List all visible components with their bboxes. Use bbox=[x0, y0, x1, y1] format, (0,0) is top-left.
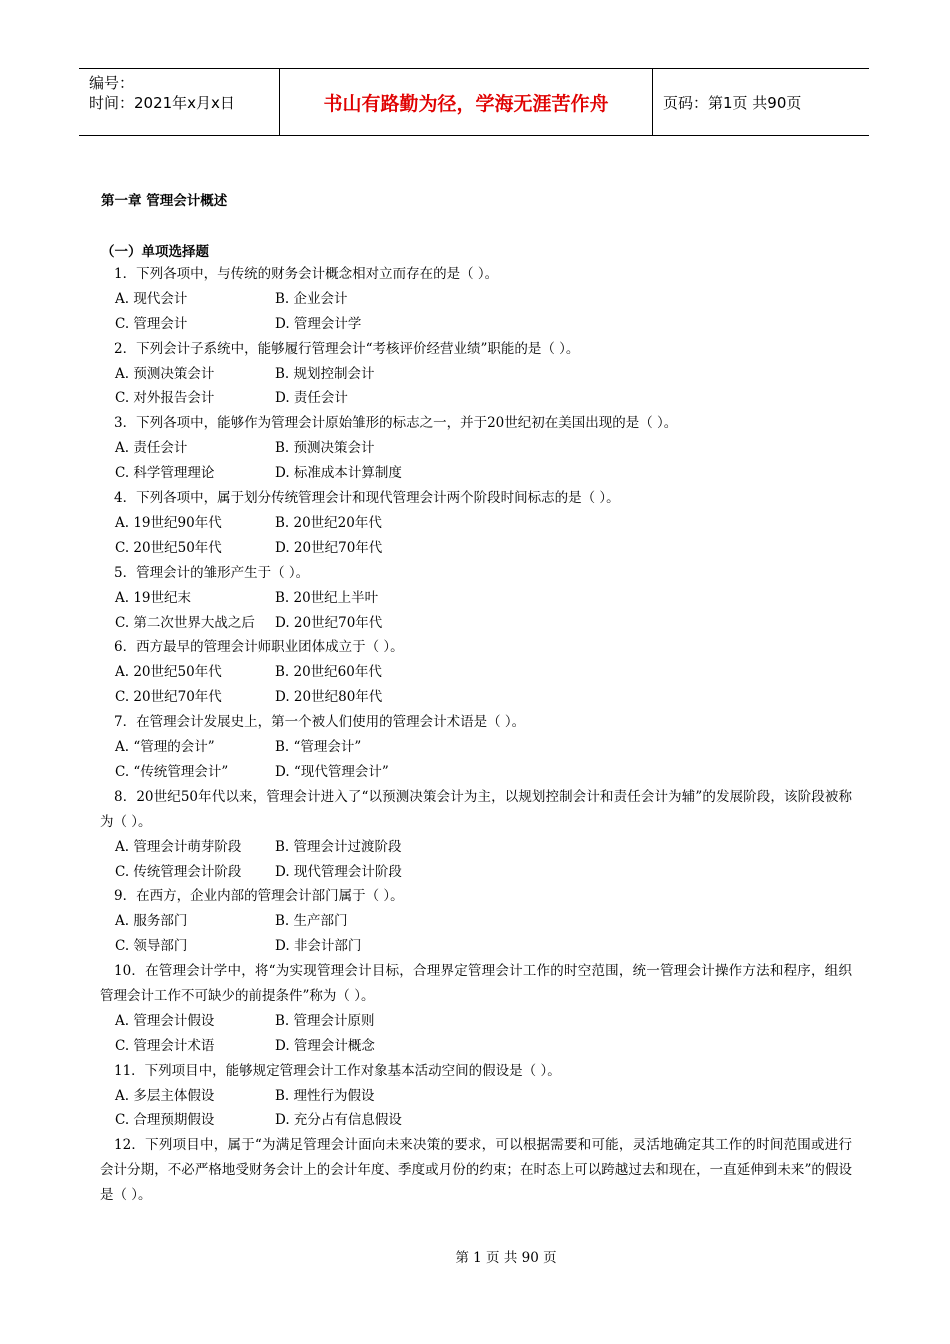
option-row bbox=[100, 586, 852, 611]
option-row bbox=[100, 312, 852, 337]
option-c: C. 对外报告会计 bbox=[115, 390, 215, 407]
question-item bbox=[100, 486, 852, 561]
option-d: D. 管理会计学 bbox=[275, 315, 362, 332]
question-item bbox=[100, 411, 852, 486]
option-row bbox=[100, 1108, 852, 1133]
option-row bbox=[100, 685, 852, 710]
question-item bbox=[100, 635, 852, 710]
question-item bbox=[100, 1133, 852, 1208]
option-c: C. “传统管理会计” bbox=[115, 763, 229, 780]
option-c: C. 科学管理理论 bbox=[115, 465, 215, 482]
question-item bbox=[100, 710, 852, 785]
option-b: B. 20世纪上半叶 bbox=[275, 589, 379, 606]
header-page-code: 页码：第1页 共90页 bbox=[663, 93, 802, 112]
option-c: C. 管理会计 bbox=[115, 315, 188, 332]
option-b: B. 20世纪20年代 bbox=[275, 514, 382, 531]
option-c: C. 传统管理会计阶段 bbox=[115, 863, 242, 880]
option-a: A. 现代会计 bbox=[115, 290, 188, 307]
option-b: B. 企业会计 bbox=[275, 290, 348, 307]
option-row bbox=[100, 511, 852, 536]
question-text: 4．下列各项中，属于划分传统管理会计和现代管理会计两个阶段时间标志的是（ ）。 bbox=[114, 490, 620, 507]
question-text: 2．下列会计子系统中，能够履行管理会计“考核评价经营业绩”职能的是（ ）。 bbox=[114, 340, 580, 357]
option-a: A. 管理会计萌芽阶段 bbox=[115, 838, 242, 855]
option-row bbox=[100, 611, 852, 636]
option-row bbox=[100, 735, 852, 760]
option-row bbox=[100, 461, 852, 486]
question-text: 9．在西方，企业内部的管理会计部门属于（ ）。 bbox=[114, 888, 404, 905]
option-row bbox=[100, 760, 852, 785]
option-a: A. 管理会计假设 bbox=[115, 1012, 215, 1029]
option-b: B. “管理会计” bbox=[275, 739, 362, 756]
question-text: 6．西方最早的管理会计师职业团体成立于（ ）。 bbox=[114, 639, 404, 656]
option-d: D. 责任会计 bbox=[275, 390, 348, 407]
header-motto: 书山有路勤为径，学海无涯苦作舟 bbox=[280, 69, 653, 135]
question-text: 8．20世纪50年代以来，管理会计进入了“以预测决策会计为主，以规划控制会计和责任会计为辅”的发展阶段，该阶段被称为（ ）。 bbox=[100, 788, 852, 830]
option-b: B. 规划控制会计 bbox=[275, 365, 375, 382]
question-text: 3．下列各项中，能够作为管理会计原始雏形的标志之一，并于20世纪初在美国出现的是（ ）。 bbox=[114, 415, 678, 432]
option-c: C. 20世纪70年代 bbox=[115, 689, 222, 706]
option-d: D. “现代管理会计” bbox=[275, 763, 389, 780]
option-d: D. 标准成本计算制度 bbox=[275, 465, 402, 482]
question-item bbox=[100, 1059, 852, 1134]
option-d: D. 现代管理会计阶段 bbox=[275, 863, 402, 880]
option-b: B. 管理会计原则 bbox=[275, 1012, 375, 1029]
option-a: A. 20世纪50年代 bbox=[115, 664, 222, 681]
option-row bbox=[100, 860, 852, 885]
option-b: B. 理性行为假设 bbox=[275, 1087, 375, 1104]
option-a: A. 19世纪90年代 bbox=[115, 514, 222, 531]
question-item bbox=[100, 262, 852, 337]
question-item bbox=[100, 785, 852, 885]
option-a: A. 19世纪末 bbox=[115, 589, 192, 606]
option-row bbox=[100, 934, 852, 959]
question-item bbox=[100, 561, 852, 636]
option-row bbox=[100, 536, 852, 561]
page-footer: 第 1 页 共 90 页 bbox=[455, 1250, 557, 1266]
option-d: D. 充分占有信息假设 bbox=[275, 1112, 402, 1129]
option-row bbox=[100, 287, 852, 312]
option-row bbox=[100, 362, 852, 387]
option-d: D. 20世纪70年代 bbox=[275, 614, 383, 631]
option-a: A. 预测决策会计 bbox=[115, 365, 215, 382]
option-row bbox=[100, 1009, 852, 1034]
question-item bbox=[100, 959, 852, 1059]
header-meta bbox=[79, 69, 280, 135]
option-d: D. 20世纪80年代 bbox=[275, 689, 383, 706]
option-a: A. 责任会计 bbox=[115, 440, 188, 457]
question-item bbox=[100, 884, 852, 959]
question-text: 11．下列项目中，能够规定管理会计工作对象基本活动空间的假设是（ ）。 bbox=[114, 1062, 561, 1079]
question-text: 1．下列各项中，与传统的财务会计概念相对立而存在的是（ ）。 bbox=[114, 266, 499, 282]
question-text: 5．管理会计的雏形产生于（ ）。 bbox=[114, 564, 310, 581]
option-row bbox=[100, 1034, 852, 1059]
option-d: D. 20世纪70年代 bbox=[275, 539, 383, 556]
option-row bbox=[100, 1084, 852, 1109]
option-a: A. 多层主体假设 bbox=[115, 1087, 215, 1104]
option-a: A. 服务部门 bbox=[115, 913, 188, 930]
header-number-label: 编号： bbox=[89, 74, 135, 92]
document-header bbox=[79, 68, 869, 136]
option-row bbox=[100, 660, 852, 685]
question-text: 12．下列项目中，属于“为满足管理会计面向未来决策的要求，可以根据需要和可能，灵活地确定其工作的时间范围或进行会计分期，不必严格地受财务会计上的会计年度、季度或月份的约束；在时态上可以跨越过去和现在，一直延伸到未来”的假设是（ ）。 bbox=[100, 1137, 852, 1204]
option-b: B. 生产部门 bbox=[275, 913, 348, 930]
option-d: D. 管理会计概念 bbox=[275, 1037, 375, 1054]
option-row bbox=[100, 436, 852, 461]
option-row bbox=[100, 835, 852, 860]
option-b: B. 管理会计过渡阶段 bbox=[275, 838, 402, 855]
question-text: 7．在管理会计发展史上，第一个被人们使用的管理会计术语是（ ）。 bbox=[114, 714, 526, 731]
option-b: B. 20世纪60年代 bbox=[275, 664, 382, 681]
section-title: （一）单项选择题 bbox=[101, 244, 209, 260]
chapter-title: 第一章 管理会计概述 bbox=[101, 193, 228, 209]
option-c: C. 20世纪50年代 bbox=[115, 539, 222, 556]
option-row bbox=[100, 909, 852, 934]
option-c: C. 合理预期假设 bbox=[115, 1112, 215, 1129]
question-item bbox=[100, 337, 852, 412]
option-d: D. 非会计部门 bbox=[275, 938, 362, 955]
option-a: A. “管理的会计” bbox=[115, 739, 215, 756]
question-text: 10．在管理会计学中，将“为实现管理会计目标，合理界定管理会计工作的时空范围，统一管理会计操作方法和程序，组织管理会计工作不可缺少的前提条件”称为（ ）。 bbox=[100, 963, 852, 1004]
option-c: C. 第二次世界大战之后 bbox=[115, 614, 255, 631]
header-time-label: 时间：2021年x月x日 bbox=[89, 94, 235, 112]
option-row bbox=[100, 386, 852, 411]
option-c: C. 领导部门 bbox=[115, 938, 188, 955]
question-list bbox=[100, 262, 852, 1208]
option-c: C. 管理会计术语 bbox=[115, 1037, 215, 1054]
option-b: B. 预测决策会计 bbox=[275, 440, 375, 457]
